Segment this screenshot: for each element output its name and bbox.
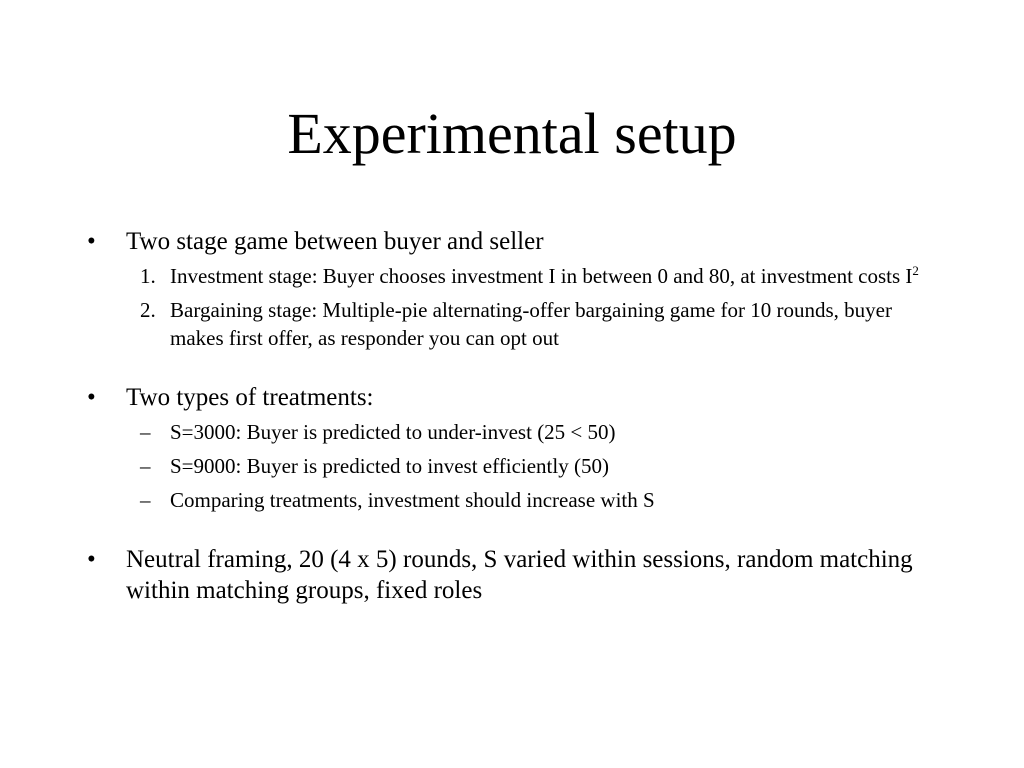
dash-marker: – (140, 488, 151, 512)
item-text: Bargaining stage: Multiple-pie alternating-offer bargaining game for 10 rounds, buyer makes first offer, as responder you can opt out (170, 298, 892, 350)
item-number: 2. (140, 298, 156, 322)
bullet-text: Two stage game between buyer and seller (126, 228, 544, 255)
numbered-item-bargaining-stage (87, 296, 947, 352)
bullet-marker: • (87, 384, 96, 411)
dash-item-s9000 (87, 452, 947, 480)
bullet-marker: • (87, 546, 96, 573)
bullet-text: Two types of treatments: (126, 384, 374, 411)
dash-item-s3000 (87, 418, 947, 446)
slide-content (87, 226, 947, 606)
bullet-neutral-framing (87, 544, 947, 606)
bullet-text: Neutral framing, 20 (4 x 5) rounds, S varied within sessions, random matching within matching groups, fixed roles (126, 546, 913, 604)
item-text: Investment stage: Buyer chooses investment I in between 0 and 80, at investment costs I (170, 264, 913, 288)
bullet-marker: • (87, 228, 96, 255)
dash-marker: – (140, 420, 151, 444)
dash-item-comparing (87, 486, 947, 514)
item-text: S=9000: Buyer is predicted to invest efficiently (50) (170, 454, 609, 478)
item-text: S=3000: Buyer is predicted to under-invest (25 < 50) (170, 420, 616, 444)
bullet-two-stage-game (87, 226, 947, 257)
numbered-item-investment-stage (87, 262, 947, 290)
slide-title: Experimental setup (287, 101, 737, 166)
item-text: Comparing treatments, investment should increase with S (170, 488, 655, 512)
item-number: 1. (140, 264, 156, 288)
dash-marker: – (140, 454, 151, 478)
bullet-treatments (87, 382, 947, 413)
item-superscript: 2 (912, 263, 919, 278)
